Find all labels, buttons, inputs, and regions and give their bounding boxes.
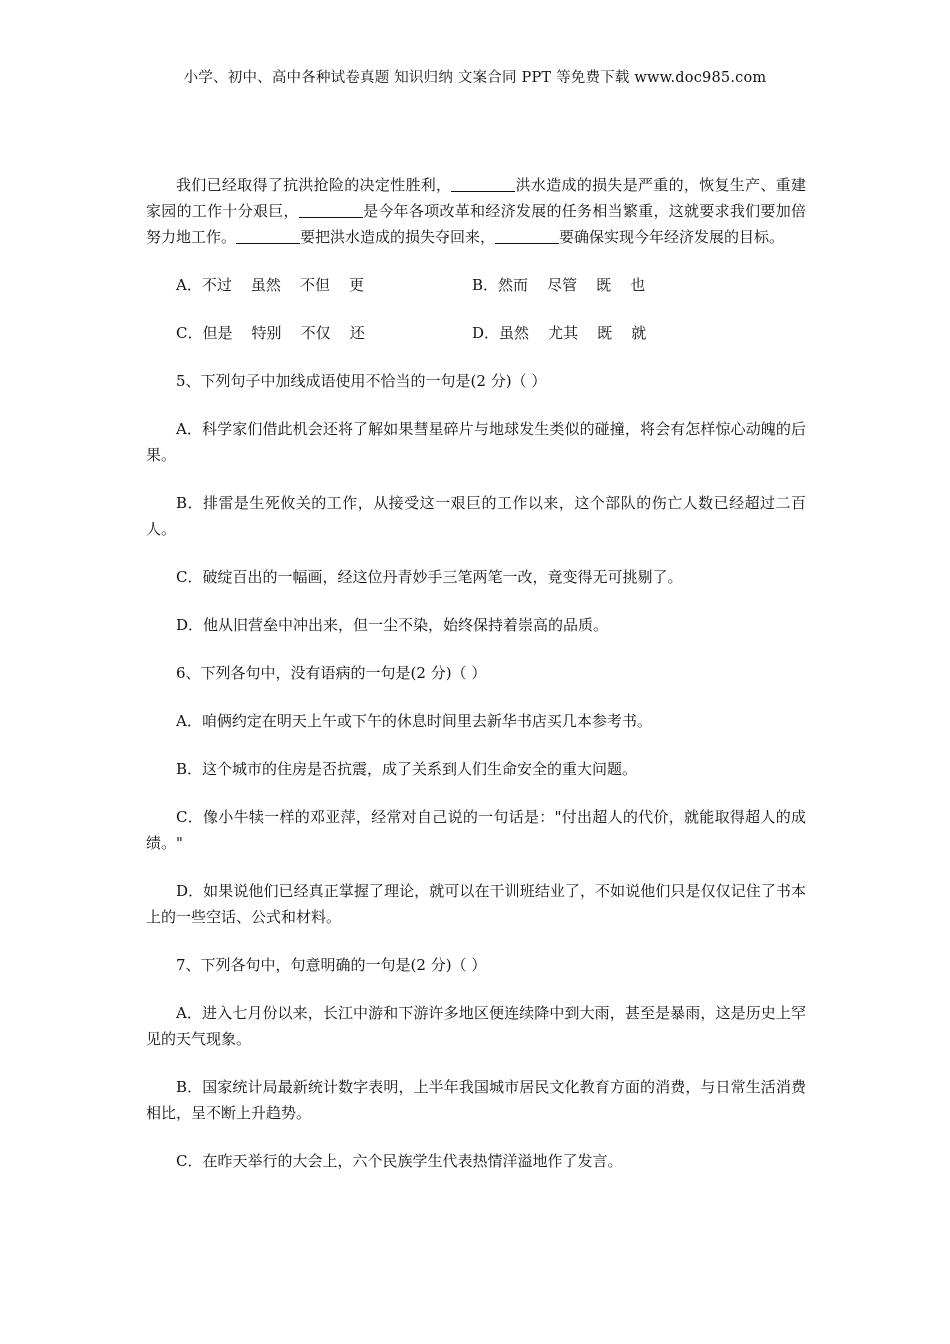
q6-option-c: C．像小牛犊一样的邓亚萍，经常对自己说的一句话是："付出超人的代价，就能取得超人的成绩。" xyxy=(146,808,806,852)
q4-part3: 是今年各项改革和经济发展的任务相当繁重，这就要求我们要加倍努力地工作。 xyxy=(146,202,806,246)
q7-option-b: B．国家统计局最新统计数字表明，上半年我国城市居民文化教育方面的消费，与日常生活消费相比，呈不断上升趋势。 xyxy=(146,1078,806,1122)
q4-option-b: B．然而 尽管 既 也 xyxy=(472,276,646,294)
q4-options-row-1 xyxy=(146,272,806,298)
blank-1 xyxy=(451,175,515,192)
q7-option-c: C．在昨天举行的大会上，六个民族学生代表热情洋溢地作了发言。 xyxy=(176,1152,623,1170)
q5-option-a: A．科学家们借此机会还将了解如果彗星碎片与地球发生类似的碰撞，将会有怎样惊心动魄的后果。 xyxy=(146,420,806,464)
q6-stem: 6、下列各句中，没有语病的一句是(2 分)（ ） xyxy=(176,664,487,682)
exam-content xyxy=(146,172,806,1174)
q4-option-a: A．不过 虽然 不但 更 xyxy=(176,276,365,294)
q7-stem: 7、下列各句中，句意明确的一句是(2 分)（ ） xyxy=(176,956,487,974)
q4-option-d: D．虽然 尤其 既 就 xyxy=(472,324,647,342)
q4-part1: 我们已经取得了抗洪抢险的决定性胜利， xyxy=(176,176,452,194)
q4-options-row-2 xyxy=(146,320,806,346)
q4-passage xyxy=(146,172,806,250)
q4-part4: 要把洪水造成的损失夺回来， xyxy=(300,228,496,246)
q5-stem: 5、下列句子中加线成语使用不恰当的一句是(2 分)（ ） xyxy=(176,372,547,390)
q6-option-d: D．如果说他们已经真正掌握了理论，就可以在干训班结业了，不如说他们只是仅仅记住了书本上的一些空话、公式和材料。 xyxy=(146,882,806,926)
q4-part2: 洪水造成的损失是严重的，恢复生产、重建家园的工作十分艰巨， xyxy=(146,176,806,220)
blank-3 xyxy=(236,227,300,244)
q5-option-d: D．他从旧营垒中冲出来，但一尘不染，始终保持着崇高的品质。 xyxy=(176,616,609,634)
q6-option-a: A．咱俩约定在明天上午或下午的休息时间里去新华书店买几本参考书。 xyxy=(176,712,652,730)
page-header: 小学、初中、高中各种试卷真题 知识归纳 文案合同 PPT 等免费下载 www.doc985.com xyxy=(183,70,767,86)
q4-part5: 要确保实现今年经济发展的目标。 xyxy=(559,228,785,246)
blank-4 xyxy=(495,227,559,244)
q4-option-c: C．但是 特别 不仅 还 xyxy=(176,324,365,342)
blank-2 xyxy=(299,201,363,218)
q5-option-c: C．破绽百出的一幅画，经这位丹青妙手三笔两笔一改，竟变得无可挑剔了。 xyxy=(176,568,683,586)
q7-option-a: A．进入七月份以来，长江中游和下游许多地区便连续降中到大雨，甚至是暴雨，这是历史上罕见的天气现象。 xyxy=(146,1004,806,1048)
q6-option-b: B．这个城市的住房是否抗震，成了关系到人们生命安全的重大问题。 xyxy=(176,760,638,778)
q5-option-b: B．排雷是生死攸关的工作，从接受这一艰巨的工作以来，这个部队的伤亡人数已经超过二百人。 xyxy=(146,494,806,538)
